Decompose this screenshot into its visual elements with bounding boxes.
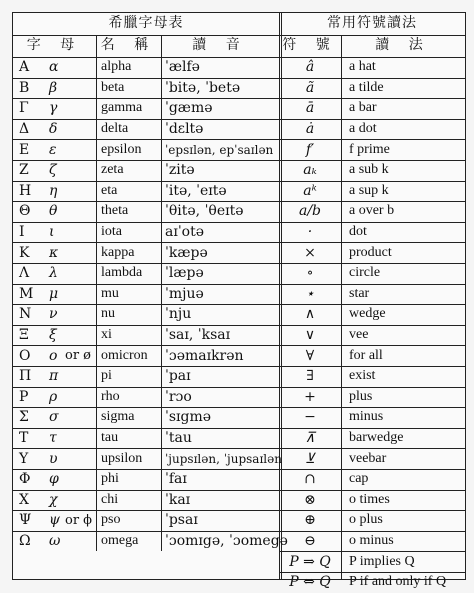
greek-letter-name: pso (101, 512, 121, 528)
greek-lowercase: π (49, 368, 59, 385)
greek-uppercase: Η (19, 182, 32, 199)
greek-lowercase: ε (49, 141, 57, 158)
symbol-reading: P implies Q (349, 553, 415, 569)
symbol-reading: veebar (349, 450, 387, 466)
greek-uppercase: Χ (19, 491, 29, 508)
greek-alphabet-title: 希臘字母表 (108, 16, 184, 31)
greek-pronunciation: ˈfaɪ (165, 471, 187, 488)
math-symbol: · (307, 224, 313, 241)
greek-letter-name: kappa (101, 244, 135, 260)
math-symbol: ⊻ (304, 450, 316, 467)
greek-pronunciation: ˈθitə, ˈθeɪtə (165, 203, 244, 220)
symbol-reading: barwedge (349, 430, 404, 446)
symbol-reading: exist (349, 368, 376, 384)
greek-uppercase: Ρ (19, 388, 29, 405)
greek-uppercase: Ω (19, 533, 31, 550)
symbol-reading: a hat (349, 59, 376, 75)
math-symbol: P ⇒ Q (289, 553, 331, 570)
math-symbol: × (304, 244, 316, 261)
math-symbol: − (304, 409, 316, 426)
greek-uppercase: Α (19, 59, 30, 76)
symbol-reading: P if and only if Q (349, 574, 447, 590)
symbol-reading: f prime (349, 141, 390, 157)
letter-column-header: 字 母 (26, 38, 83, 53)
math-symbol: ã (305, 79, 315, 96)
symbol-reading: a tilde (349, 79, 384, 95)
greek-uppercase: Τ (19, 430, 29, 447)
greek-letter-name: nu (101, 306, 115, 322)
greek-lowercase: ν (49, 306, 58, 323)
greek-lowercase: θ (49, 203, 58, 220)
alphabet-table (12, 12, 466, 591)
greek-letter-name: phi (101, 471, 119, 487)
symbol-reading: minus (349, 409, 384, 425)
math-symbol: ∧ (304, 306, 316, 323)
math-symbol: ⊖ (304, 533, 316, 550)
greek-letter-name: eta (101, 182, 118, 198)
greek-pronunciation: ˈɔomɪgə, ˈɔomegə (165, 533, 288, 550)
math-symbol: ⊕ (304, 512, 316, 529)
math-symbol: ȧ (305, 121, 315, 138)
symbol-reading: for all (349, 347, 383, 363)
greek-variant: or ø (65, 348, 91, 364)
math-symbol: ∨ (304, 327, 316, 344)
greek-lowercase: α (49, 59, 59, 76)
math-symbol: f′ (305, 141, 315, 158)
greek-lowercase: ζ (49, 162, 57, 179)
symbol-reading: a sup k (349, 182, 389, 198)
reading-column-header: 讀 法 (375, 38, 431, 53)
symbol-reading: plus (349, 388, 373, 404)
greek-pronunciation: ˈgæmə (165, 100, 213, 117)
greek-pronunciation: ˈtau (165, 430, 192, 447)
greek-lowercase: ο (49, 347, 58, 364)
greek-uppercase: Ε (19, 141, 30, 158)
greek-pronunciation: ˈrɔo (165, 388, 192, 405)
greek-letter-name: sigma (101, 409, 135, 425)
greek-pronunciation: ˈlæpə (165, 265, 204, 282)
greek-pronunciation: aɪˈotə (165, 224, 205, 241)
math-symbol: aᵏ (303, 182, 317, 199)
symbol-reading: wedge (349, 306, 386, 322)
greek-pronunciation: ˈzitə (165, 162, 195, 179)
greek-letter-name: rho (101, 388, 120, 404)
math-symbol: ∘ (306, 265, 314, 282)
greek-lowercase: ξ (49, 327, 57, 344)
greek-uppercase: Υ (19, 450, 29, 467)
greek-lowercase: μ (49, 285, 59, 302)
greek-lowercase: ψ (49, 512, 60, 529)
greek-pronunciation: ˈepsɪlən, epˈsaɪlən (165, 142, 274, 157)
symbol-reading: a bar (349, 100, 377, 116)
greek-letter-name: pi (101, 368, 112, 384)
greek-uppercase: Ψ (19, 512, 32, 529)
greek-uppercase: Φ (19, 471, 31, 488)
greek-letter-name: upsilon (101, 450, 143, 466)
greek-letter-name: zeta (101, 162, 124, 178)
math-symbol: ā (305, 100, 315, 117)
greek-pronunciation: ˈælfə (165, 59, 200, 76)
greek-lowercase: τ (49, 430, 57, 447)
greek-uppercase: Σ (19, 409, 29, 426)
math-symbol: ⋆ (305, 285, 315, 302)
greek-letter-name: delta (101, 121, 129, 137)
greek-pronunciation: ˈpaɪ (165, 368, 191, 385)
symbol-reading: a dot (349, 121, 377, 137)
greek-letter-name: omicron (101, 347, 148, 363)
math-symbol: â (305, 59, 315, 76)
greek-uppercase: Ζ (19, 162, 29, 179)
greek-uppercase: Κ (19, 244, 30, 261)
greek-pronunciation: ˈnju (165, 306, 192, 323)
greek-uppercase: Θ (19, 203, 31, 220)
math-symbol: ∩ (304, 471, 316, 488)
greek-letter-name: epsilon (101, 141, 142, 157)
greek-pronunciation: ˈkaɪ (165, 491, 191, 508)
symbol-reading: circle (349, 265, 381, 281)
greek-letter-name: lambda (101, 265, 143, 281)
greek-uppercase: Ο (19, 347, 31, 364)
greek-pronunciation: ˈsaɪ, ˈksaɪ (165, 327, 231, 344)
math-symbol: aₖ (303, 162, 317, 179)
greek-lowercase: χ (49, 491, 58, 508)
greek-uppercase: Ν (19, 306, 32, 323)
greek-pronunciation: ˈpsaɪ (165, 512, 198, 529)
greek-uppercase: Ι (19, 224, 25, 241)
row-divider (13, 35, 465, 36)
greek-lowercase: ρ (49, 388, 58, 405)
symbol-reading: o times (349, 491, 390, 507)
greek-lowercase: λ (49, 265, 58, 282)
name-column-header: 名 稱 (100, 38, 157, 53)
greek-lowercase: β (49, 79, 58, 96)
greek-pronunciation: ˈɔəmaɪkrən (165, 347, 244, 364)
greek-variant: or ϕ (65, 512, 93, 528)
greek-uppercase: Β (19, 79, 30, 96)
symbol-reading: o plus (349, 512, 383, 528)
greek-letter-name: gamma (101, 100, 143, 116)
greek-lowercase: ι (49, 224, 55, 241)
greek-lowercase: υ (49, 450, 58, 467)
symbol-reading: a sub k (349, 162, 389, 178)
symbol-reading: product (349, 244, 392, 260)
greek-letter-name: omega (101, 533, 139, 549)
greek-pronunciation: ˈitə, ˈeɪtə (165, 182, 227, 199)
math-symbol: + (304, 388, 316, 405)
greek-letter-name: iota (101, 224, 122, 240)
greek-uppercase: Δ (19, 121, 30, 138)
symbol-reading: a over b (349, 203, 395, 219)
symbol-reading: cap (349, 471, 369, 487)
symbol-reading: star (349, 285, 370, 301)
greek-pronunciation: ˈbitə, ˈbetə (165, 79, 241, 96)
greek-letter-name: beta (101, 79, 125, 95)
greek-letter-name: tau (101, 430, 119, 446)
greek-pronunciation: ˈjupsɪlən, ˈjupsaɪlən (165, 451, 282, 466)
greek-lowercase: σ (49, 409, 59, 426)
greek-lowercase: η (49, 182, 58, 199)
symbol-reading: vee (349, 327, 369, 343)
greek-uppercase: Λ (19, 265, 30, 282)
greek-letter-name: xi (101, 327, 112, 343)
symbol-reading: dot (349, 224, 367, 240)
math-symbol: a/b (298, 203, 322, 220)
greek-uppercase: Γ (19, 100, 29, 117)
greek-lowercase: ω (49, 533, 61, 550)
math-symbol: ∀ (305, 347, 315, 364)
greek-uppercase: Π (19, 368, 32, 385)
greek-letter-name: chi (101, 491, 119, 507)
symbol-column-header: 符 號 (282, 38, 338, 53)
greek-uppercase: Μ (19, 285, 34, 302)
greek-pronunciation: ˈsɪgmə (165, 409, 212, 426)
pronunciation-column-header: 讀 音 (192, 38, 248, 53)
greek-lowercase: γ (49, 100, 58, 117)
greek-pronunciation: ˈdɛltə (165, 121, 204, 138)
greek-letter-name: alpha (101, 59, 132, 75)
math-symbol: ∃ (306, 368, 314, 385)
math-symbol: ⊗ (304, 491, 316, 508)
greek-letter-name: theta (101, 203, 129, 219)
greek-pronunciation: ˈmjuə (165, 285, 204, 302)
greek-lowercase: δ (49, 121, 58, 138)
greek-pronunciation: ˈkæpə (165, 244, 208, 261)
greek-lowercase: κ (49, 244, 59, 261)
symbol-reading: o minus (349, 533, 394, 549)
greek-uppercase: Ξ (19, 327, 29, 344)
math-symbol: P ⇔ Q (289, 574, 331, 591)
greek-lowercase: φ (49, 471, 59, 488)
math-symbol: ⊼ (304, 430, 316, 447)
symbol-reading-title: 常用符號讀法 (327, 16, 417, 31)
greek-letter-name: mu (101, 285, 119, 301)
